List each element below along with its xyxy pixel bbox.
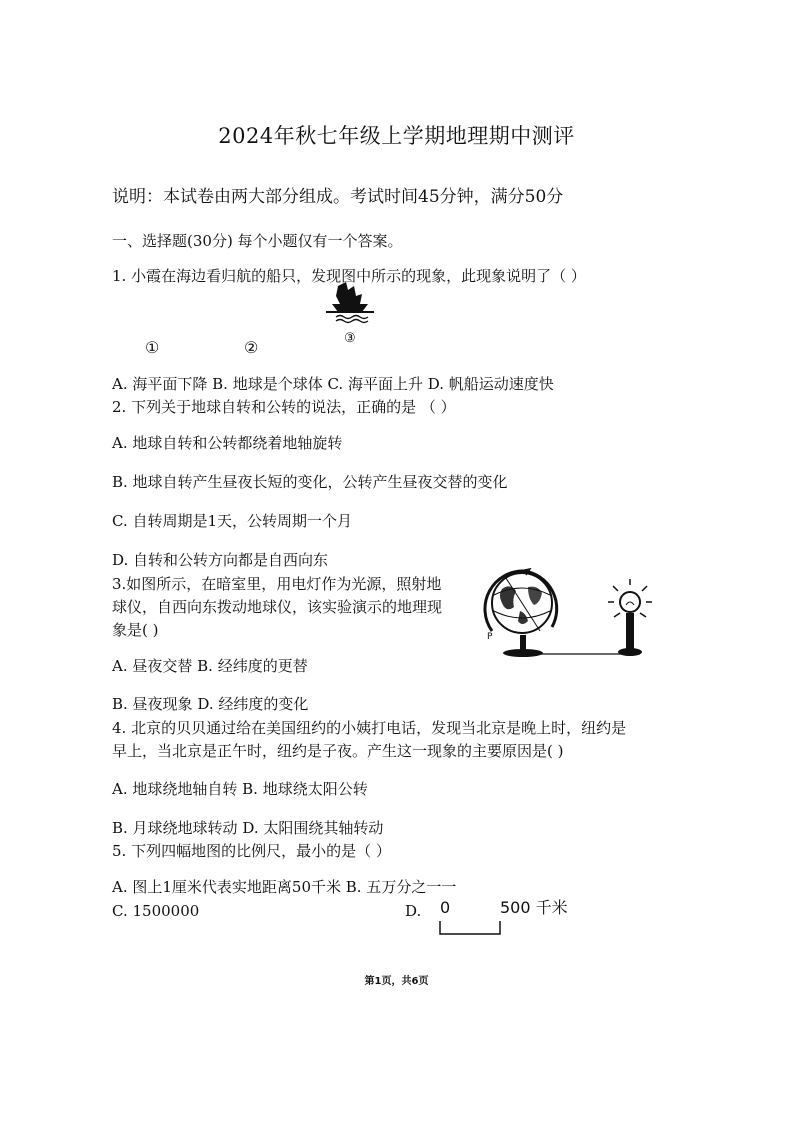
question-5-options-row-1: A. 图上1厘米代表实地距离50千米 B. 五万分之一一 <box>112 878 457 896</box>
question-5-stem: 5. 下列四幅地图的比例尺，最小的是（ ） <box>112 842 391 860</box>
scale-bar-value: 500 千米 <box>500 898 568 917</box>
wave-icon <box>336 320 368 323</box>
question-2-option-d: D. 自转和公转方向都是自西向东 <box>112 551 329 569</box>
globe-label-p: P <box>487 632 493 642</box>
question-4-stem-line-1: 4. 北京的贝贝通过给在美国纽约的小姨打电话，发现当北京是晚上时，纽约是 <box>112 719 627 737</box>
question-5-option-c: C. 1500000 <box>112 902 200 920</box>
question-3-stem-line-2: 球仪，自西向东拨动地球仪，该实验演示的地理现 <box>112 598 443 616</box>
question-1-options: A. 海平面下降 B. 地球是个球体 C. 海平面上升 D. 帆船运动速度快 <box>112 375 554 393</box>
question-3-options-row-1: A. 昼夜交替 B. 经纬度的更替 <box>112 657 308 675</box>
question-4-options-row-2: B. 月球绕地球转动 D. 太阳围绕其轴转动 <box>112 819 384 837</box>
ship-icon <box>332 282 368 312</box>
question-3-stem-line-3: 象是( ) <box>112 621 159 639</box>
question-2-option-a: A. 地球自转和公转都绕着地轴旋转 <box>112 434 343 452</box>
question-4-options-row-1: A. 地球绕地轴自转 B. 地球绕太阳公转 <box>112 780 368 798</box>
globe-lamp-figure <box>480 565 670 660</box>
question-4-stem-line-2: 早上，当北京是正午时，纽约是子夜。产生这一现象的主要原因是( ) <box>112 742 564 760</box>
scale-bar <box>438 920 504 936</box>
figure-label-1: ① <box>145 338 160 357</box>
scale-bar-zero: 0 <box>440 898 451 917</box>
figure-label-3: ③ <box>344 331 356 346</box>
question-2-stem: 2. 下列关于地球自转和公转的说法，正确的是 （ ） <box>112 398 456 416</box>
lamp-icon <box>608 579 652 656</box>
section-heading: 一、选择题(30分) 每个小题仅有一个答案。 <box>112 232 403 250</box>
page-footer: 第1页，共6页 <box>364 976 429 987</box>
wave-icon <box>336 316 368 319</box>
question-2-option-b: B. 地球自转产生昼夜长短的变化，公转产生昼夜交替的变化 <box>112 473 508 491</box>
page-title: 2024年秋七年级上学期地理期中测评 <box>218 124 575 148</box>
question-3-options-row-2: B. 昼夜现象 D. 经纬度的变化 <box>112 695 309 713</box>
figure-label-2: ② <box>244 338 259 357</box>
question-3-stem-line-1: 3.如图所示，在暗室里，用电灯作为光源，照射地 <box>112 575 442 593</box>
globe-icon <box>485 569 557 657</box>
question-1-stem: 1. 小霞在海边看归航的船只，发现图中所示的现象，此现象说明了（ ） <box>112 267 586 285</box>
question-2-option-c: C. 自转周期是1天，公转周期一个月 <box>112 512 353 530</box>
question-5-option-d: D. <box>405 902 422 920</box>
exam-instructions: 说明：本试卷由两大部分组成。考试时间45分钟，满分50分 <box>112 187 564 207</box>
